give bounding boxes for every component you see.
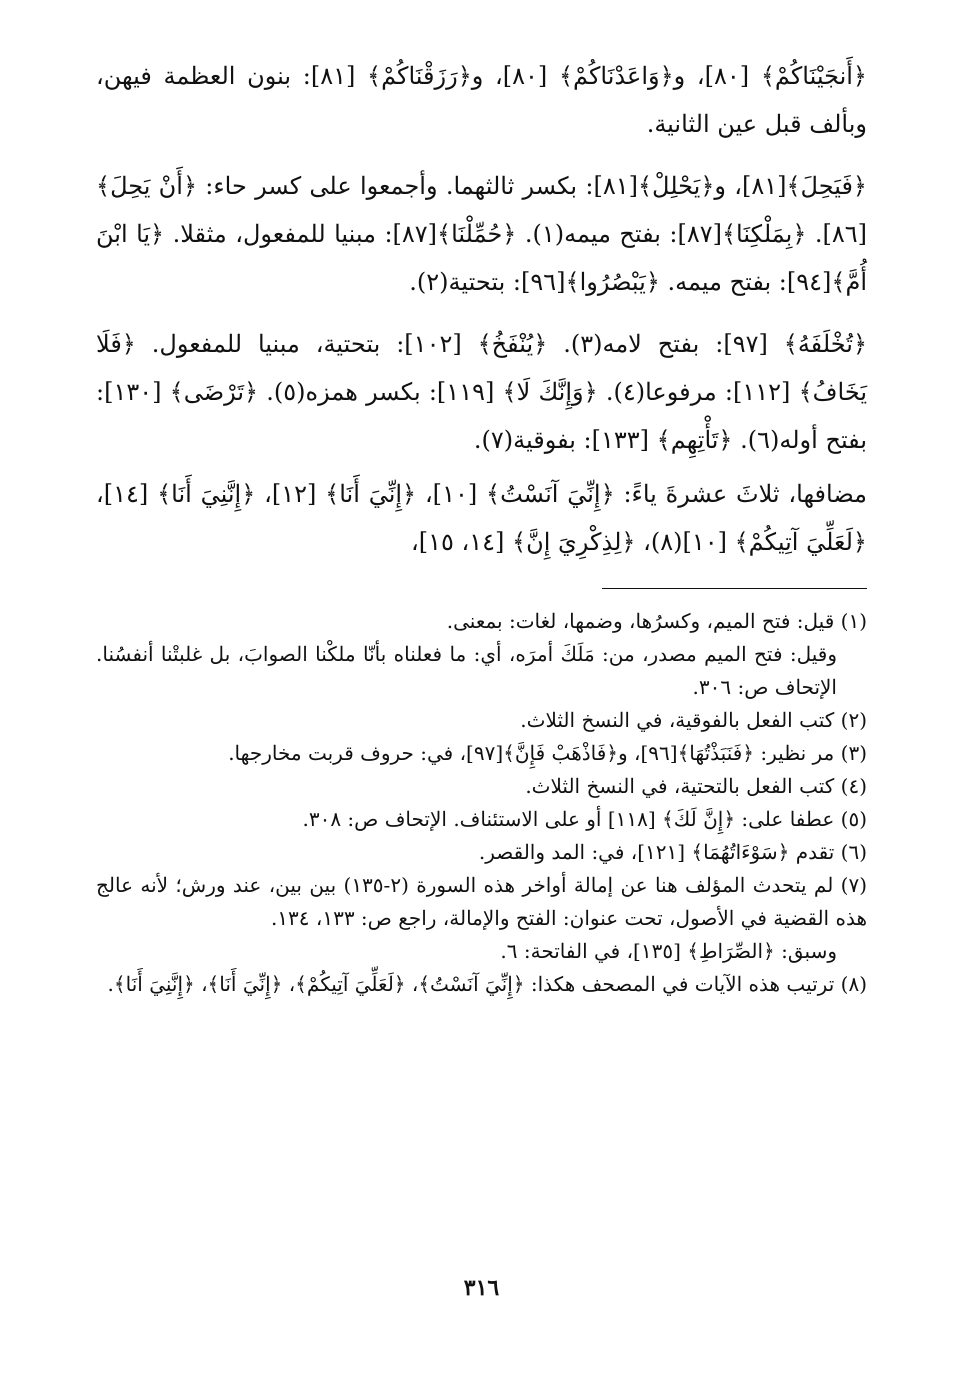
footnote: وقيل: فتح الميم مصدر، من: مَلَكَ أمرَه، أي: ما فعلناه بأنّا ملكْنا الصوابَ، بل غلبتْنا أنفسُنا. الإتحاف ص: ٣٠٦. bbox=[96, 642, 837, 699]
paragraph: ﴿فَيَحِلَ﴾[٨١]، و﴿يَحْلِلْ﴾[٨١]: بكسر ثالثهما. وأجمعوا على كسر حاء: ﴿أَنْ يَحِلَ﴾[٨٦]. ﴿بِمَلْكِنَا﴾[٨٧]: بفتح ميمه(١). ﴿حُمِّلْنَا﴾[٨٧]: مبنيا للمفعول، مثقلا. ﴿يَا ابْنَ أُمَّ﴾[٩٤]: بفتح ميمه. ﴿يَبْصُرُوا﴾[٩٦]: بتحتية(٢). bbox=[96, 172, 868, 296]
footnote: وسبق: ﴿الصِّرَاطِ﴾ [١٣٥]، في الفاتحة: ٦. bbox=[500, 939, 837, 963]
footnote: (٨) ترتيب هذه الآيات في المصحف هكذا: ﴿إِنِّيَ آنَسْتُ﴾، ﴿لَعَلِّيَ آتِيكُمْ﴾، ﴿إِنِّيَ أَنَا﴾، ﴿إِنَّنِيَ أَنَا﴾. bbox=[107, 972, 867, 996]
main-text bbox=[96, 52, 867, 566]
footnote-divider bbox=[602, 588, 867, 589]
paragraph: مضافها، ثلاثَ عشرةَ ياءً: ﴿إِنِّيَ آنَسْتُ﴾ [١٠]، ﴿إِنِّيَ أَنَا﴾ [١٢]، ﴿إِنَّنِيَ أَنَا﴾ [١٤]، ﴿لَعَلِّيَ آتِيكُمْ﴾ [١٠](٨)، ﴿لِذِكْرِيَ إِنَّ﴾ [١٤، ١٥]، bbox=[96, 480, 867, 556]
footnote: (٧) لم يتحدث المؤلف هنا عن إمالة أواخر هذه السورة (٢-١٣٥) بين بين، عند ورش؛ لأنه عالج هذه القضية في الأصول، تحت عنوان: الفتح والإمالة، راجع ص: ١٣٣، ١٣٤. bbox=[96, 873, 867, 930]
footnote: (٥) عطفا على: ﴿إِنَّ لَكَ﴾ [١١٨] أو على الاستئناف. الإتحاف ص: ٣٠٨. bbox=[302, 807, 867, 831]
footnotes bbox=[96, 605, 867, 1001]
paragraph: ﴿تُخْلَفَهُ﴾ [٩٧]: بفتح لامه(٣). ﴿يُنْفَخُ﴾ [١٠٢]: بتحتية، مبنيا للمفعول. ﴿فَلَا يَخَافُ﴾ [١١٢]: مرفوعا(٤). ﴿وَإِنَّكَ لَا﴾ [١١٩]: بكسر همزه(٥). ﴿تَرْضَى﴾ [١٣٠]: بفتح أوله(٦). ﴿تَأْتِهِم﴾ [١٣٣]: بفوقية(٧). bbox=[96, 330, 868, 454]
footnote: (١) قيل: فتح الميم، وكسرُها، وضمها، لغات: بمعنى. bbox=[446, 609, 867, 633]
page-number: ٣١٦ bbox=[463, 1275, 500, 1301]
paragraph: ﴿أَنجَيْنَاكُمْ﴾ [٨٠]، و﴿وَاعَدْنَاكُمْ﴾ [٨٠]، و﴿رَزَقْنَاكُمْ﴾ [٨١]: بنون العظمة فيهن، وبألف قبل عين الثانية. bbox=[96, 62, 867, 138]
footnote: (٢) كتب الفعل بالفوقية، في النسخ الثلاث. bbox=[520, 708, 867, 732]
footnote: (٦) تقدم ﴿سَوْءَاتُهُمَا﴾ [١٢١]، في: المد والقصر. bbox=[478, 840, 867, 864]
footnote: (٤) كتب الفعل بالتحتية، في النسخ الثلاث. bbox=[525, 774, 867, 798]
footnote: (٣) مر نظير: ﴿فَنَبَذْتُهَا﴾[٩٦]، و﴿فَاذْهَبْ فَإِنَّ﴾[٩٧]، في: حروف قربت مخارجها. bbox=[228, 741, 867, 765]
